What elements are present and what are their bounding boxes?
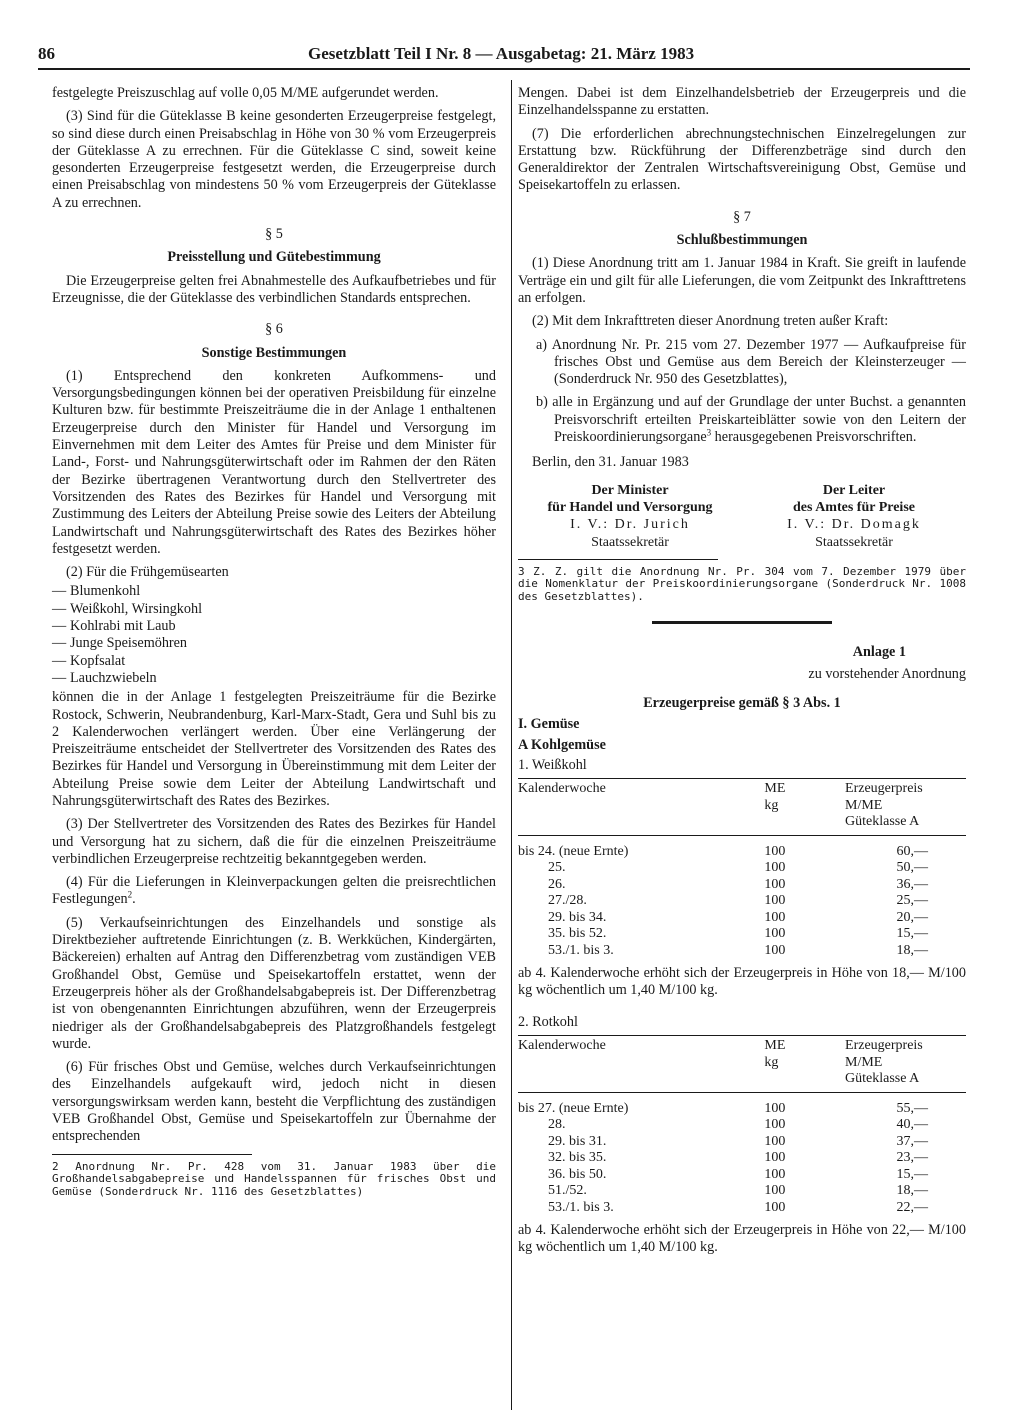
cell: bis 27. (neue Ernte) xyxy=(518,1100,629,1116)
column-header: Kalenderwoche xyxy=(518,1036,764,1093)
signature-title: Der Minister xyxy=(591,482,669,498)
table-row xyxy=(518,1134,966,1151)
signatures xyxy=(518,482,966,551)
left-column xyxy=(52,85,496,1204)
table-row xyxy=(518,844,966,861)
footnote: 2 Anordnung Nr. Pr. 428 vom 31. Januar 1983 über die Großhandelsabgabepreise und Handelsspannen für frisches Obst und Gemüse (Sonderdruck Nr. 1116 des Gesetzblattes) xyxy=(52,1159,496,1198)
cell: 18,— xyxy=(896,1183,928,1198)
table-note: ab 4. Kalenderwoche erhöht sich der Erzeugerpreis in Höhe von 22,— M/100 kg wöchentlich um 1,40 M/100 kg. xyxy=(518,1222,966,1256)
cell: 100 xyxy=(764,876,786,892)
signatory-role: Staatssekretär xyxy=(591,534,669,550)
table-row xyxy=(518,943,966,960)
paragraph: können die in der Anlage 1 festgelegten Preiszeiträume für die Bezirke Rostock, Schwerin, Neubrandenburg, Karl-Marx-Stadt, Gera und Suhl bis zu 2 Kalenderwochen verlängert werden. Über eine Verlängerung der Preiszeiträume entscheidet der Stellvertreter des Vorsitzenden des Rates des Bezirkes für Handel und Versorgung in Übereinstimmung mit dem Leiter der Abteilung Preise sowie dem Leiter der Abteilung Landwirtschaft und Nahrungsgüterwirtschaft des Rates des Bezirkes. xyxy=(52,689,496,809)
section-title: Sonstige Bestimmungen xyxy=(201,344,347,361)
section-title: Schlußbestimmungen xyxy=(676,232,808,249)
cell: 25. xyxy=(548,860,566,876)
cell: 100 xyxy=(764,1117,786,1132)
text: b) alle in Ergänzung und auf der Grundlage der unter Buchst. a genannten Preisvorschrift erteilten Preiskarteiblätter sowie von den Leitern der Preiskoordinierungsorgane xyxy=(536,394,966,446)
footnote-rule xyxy=(518,559,718,560)
cell: 35. bis 52. xyxy=(548,926,607,942)
paragraph: Die Erzeugerpreise gelten frei Abnahmestelle des Aufkaufbetriebes und für Erzeugnisse, die der Güteklasse des verbindlichen Standards entsprechen. xyxy=(52,272,496,306)
paragraph xyxy=(52,874,496,909)
annex-subtitle: zu vorstehender Anordnung xyxy=(808,665,966,682)
cell: 50,— xyxy=(896,860,928,876)
section-divider xyxy=(652,621,832,624)
paragraph: Mengen. Dabei ist dem Einzelhandelsbetrieb der Erzeugerpreis und die Einzelhandelsspanne zu erstatten. xyxy=(518,85,966,119)
cell: 53./1. bis 3. xyxy=(548,1199,614,1215)
gazette-title: Gesetzblatt Teil I Nr. 8 — Ausgabetag: 21. März 1983 xyxy=(308,44,695,63)
table-row xyxy=(518,1200,966,1217)
column-header xyxy=(764,1036,845,1093)
cell: 100 xyxy=(764,909,786,925)
cell: 27./28. xyxy=(548,893,587,909)
list-item: — Kohlrabi mit Laub xyxy=(52,618,496,635)
paragraph: festgelegte Preiszuschlag auf volle 0,05 M/ME aufgerundet werden. xyxy=(52,85,439,101)
price-list-title: Erzeugerpreise gemäß § 3 Abs. 1 xyxy=(643,694,841,711)
cell: 22,— xyxy=(896,1199,928,1215)
cell: 100 xyxy=(764,1166,786,1182)
signature-price-office xyxy=(742,482,966,551)
product-heading: 1. Weißkohl xyxy=(518,756,587,773)
cell: 60,— xyxy=(896,843,928,859)
header-line: ME xyxy=(764,781,786,797)
cell: 37,— xyxy=(896,1133,928,1149)
header-line: kg xyxy=(764,797,779,813)
section-number: § 7 xyxy=(733,208,751,225)
table-row xyxy=(518,1183,966,1200)
signature-minister xyxy=(518,482,742,551)
header-line: Güteklasse A xyxy=(845,1071,920,1086)
list-item: — Kopfsalat xyxy=(52,653,496,670)
cell: 29. bis 34. xyxy=(548,909,607,925)
table-header-row xyxy=(518,779,966,836)
cell: 100 xyxy=(764,942,786,958)
repeal-item-a: a) Anordnung Nr. Pr. 215 vom 27. Dezember 1977 — Aufkaufpreise für frisches Obst und Gemüse aus dem Bereich der Kleinsterzeuger — (Sonderdruck Nr. 950 des Gesetzblattes), xyxy=(536,336,966,388)
header-line: Erzeugerpreis xyxy=(845,1038,923,1053)
product-heading: 2. Rotkohl xyxy=(518,1013,578,1030)
section-title: Preisstellung und Gütebestimmung xyxy=(167,249,381,266)
column-header xyxy=(845,1036,966,1093)
table-row xyxy=(518,1117,966,1134)
cell: 100 xyxy=(764,893,786,909)
paragraph: (3) Der Stellvertreter des Vorsitzenden des Rates des Bezirkes für Handel und Versorgung hat zu sichern, daß die für die einzelnen Preiszeiträume verbindlichen Erzeugerpreise rechtzeitig bekanntgegeben werden. xyxy=(52,816,496,867)
cell: 29. bis 31. xyxy=(548,1133,607,1149)
header-line: M/ME xyxy=(845,1054,883,1070)
header-line: M/ME xyxy=(845,797,883,813)
column-header xyxy=(764,779,845,836)
page-number: 86 xyxy=(38,44,55,63)
cell: 100 xyxy=(764,1100,786,1116)
cell: 18,— xyxy=(896,942,928,958)
cell: 100 xyxy=(764,1150,786,1165)
vegetable-list xyxy=(52,583,496,687)
cell: 15,— xyxy=(896,926,928,942)
column-header: Kalenderwoche xyxy=(518,779,764,836)
header-line: ME xyxy=(764,1038,786,1053)
price-table-weisskohl xyxy=(518,778,966,959)
cell: bis 24. (neue Ernte) xyxy=(518,843,629,859)
section-number: § 5 xyxy=(265,226,283,243)
list-item: — Junge Speisemöhren xyxy=(52,635,496,652)
paragraph: (6) Für frisches Obst und Gemüse, welches durch Verkaufseinrichtungen des Einzelhandels aufgekauft wird, jedoch nicht in diesen versorgungswirksam werden kann, besteht die Verpflichtung des zuständigen VEB Großhandel Obst, Gemüse und Speisekartoffeln zur Übernahme der entsprechenden xyxy=(52,1059,496,1145)
cell: 100 xyxy=(764,1183,786,1198)
column-divider xyxy=(511,80,512,1410)
repeal-item-b xyxy=(518,394,966,446)
cell: 36,— xyxy=(896,876,928,892)
header-line: Güteklasse A xyxy=(845,814,920,830)
table-row xyxy=(518,1167,966,1184)
cell: 100 xyxy=(764,843,786,859)
list-item: — Lauchzwiebeln xyxy=(52,670,496,687)
paragraph: (1) Entsprechend den konkreten Aufkommens- und Versorgungsbedingungen können bei der operativen Preisbildung für einzelne Kulturen bzw. für bestimmte Preiszeiträume die in der Anlage 1 enthaltenen Erzeugerpreise durch den Minister für Handel und Versorgung im Einvernehmen mit dem Leiter des Amtes für Preise und dem Minister für Land-, Forst- und Nahrungsgüterwirtschaft oder im Rahmen der den Räten der Bezirke übertragenen Verantwortung durch den Stellvertreter des Vorsitzenden des Rates des Bezirkes für Handel und Versorgung mit Zustimmung des Leiters der Abteilung Preise sowie des Leiters der Abteilung Landwirtschaft und Nahrungsgüterwirtschaft des Rates des Bezirkes höher festgesetzt werden. xyxy=(52,367,496,557)
table-row xyxy=(518,910,966,927)
cell: 23,— xyxy=(896,1150,928,1165)
table-row xyxy=(518,926,966,943)
price-table-rotkohl xyxy=(518,1035,966,1216)
header-line: kg xyxy=(764,1054,779,1070)
cell: 28. xyxy=(548,1117,566,1132)
table-note: ab 4. Kalenderwoche erhöht sich der Erzeugerpreis in Höhe von 18,— M/100 kg wöchentlich um 1,40 M/100 kg. xyxy=(518,965,966,999)
signatory: I. V.: Dr. Jurich xyxy=(570,517,690,533)
table-row xyxy=(518,1101,966,1118)
cell: 32. bis 35. xyxy=(548,1150,607,1165)
list-item: — Weißkohl, Wirsingkohl xyxy=(52,601,496,618)
category-heading: I. Gemüse xyxy=(518,716,580,733)
right-column xyxy=(518,85,966,1263)
cell: 51./52. xyxy=(548,1183,587,1198)
text: herausgegebenen Preisvorschriften. xyxy=(711,429,917,446)
cell: 26. xyxy=(548,876,566,892)
cell: 36. bis 50. xyxy=(548,1166,607,1182)
table-row xyxy=(518,1150,966,1167)
subcategory-heading: A Kohlgemüse xyxy=(518,736,606,753)
cell: 100 xyxy=(764,1199,786,1215)
list-item: — Blumenkohl xyxy=(52,583,496,600)
place-date: Berlin, den 31. Januar 1983 xyxy=(532,454,689,471)
paragraph: (2) Mit dem Inkrafttreten dieser Anordnung treten außer Kraft: xyxy=(532,313,889,330)
cell: 25,— xyxy=(896,893,928,909)
footnote-ref: 3 xyxy=(706,427,712,438)
paragraph: (2) Für die Frühgemüsearten xyxy=(66,564,229,581)
cell: 100 xyxy=(764,860,786,876)
table-row xyxy=(518,860,966,877)
text: . xyxy=(132,891,136,908)
signature-title: des Amtes für Preise xyxy=(793,499,915,515)
paragraph: (3) Sind für die Güteklasse B keine gesonderten Erzeugerpreise festgelegt, so sind diese durch einen Preisabschlag in Höhe von 30 % vom Erzeugerpreis der Güteklasse A zu errechnen. Für die Güteklasse C sind, soweit keine gesonderten Erzeugerpreise festgesetzt werden, die Erzeugerpreise durch einen Preisabschlag von mindestens 50 % vom Erzeugerpreis der Güteklasse A zu errechnen. xyxy=(52,108,496,211)
column-header xyxy=(845,779,966,836)
paragraph: (5) Verkaufseinrichtungen des Einzelhandels und sonstige als Direktbezieher auftretende Einrichtungen (z. B. Werkküchen, Kindergärten, Bäckereien) erhalten auf Antrag den Differenzbetrag vom zuständigen VEB Großhandel Obst, Gemüse und Speisekartoffeln erstattet, wenn der Erzeugerpreis höher als der Großhandelsabgabepreis ist. Der Differenzbetrag ist von obengenannten Einrichtungen abzuführen, wenn der Erzeugerpreis niedriger als der Großhandelsabgabepreis des Platzgroßhandels festgelegt wurde. xyxy=(52,914,496,1052)
signature-title: Der Leiter xyxy=(822,482,886,498)
paragraph: (7) Die erforderlichen abrechnungstechnischen Einzelregelungen zur Erstattung bzw. Rückführung der Differenzbeträge sind durch den Generaldirektor der Zentralen Wirtschaftsvereinigung Obst, Gemüse und Speisekartoffeln zu erlassen. xyxy=(518,125,966,194)
signatory-role: Staatssekretär xyxy=(815,534,893,550)
paragraph: (1) Diese Anordnung tritt am 1. Januar 1984 in Kraft. Sie greift in laufende Verträge ein und gilt für alle Lieferungen, die vom Zeitpunkt des Inkrafttretens an erfolgen. xyxy=(518,255,966,306)
table-header-row xyxy=(518,1036,966,1093)
footnote: 3 Z. Z. gilt die Anordnung Nr. Pr. 304 vom 7. Dezember 1979 über die Nomenklatur der Preiskoordinierungsorgane (Sonderdruck Nr. 1008 des Gesetzblattes). xyxy=(518,564,966,603)
annex-title: Anlage 1 xyxy=(852,644,906,661)
cell: 100 xyxy=(764,1133,786,1149)
signature-title: für Handel und Versorgung xyxy=(547,499,713,515)
cell: 100 xyxy=(764,926,786,942)
cell: 20,— xyxy=(896,909,928,925)
footnote-rule xyxy=(52,1154,252,1155)
text: (4) Für die Lieferungen in Kleinverpackungen gelten die preisrechtlichen Festlegungen xyxy=(52,874,496,908)
cell: 15,— xyxy=(896,1166,928,1182)
signatory: I. V.: Dr. Domagk xyxy=(787,517,921,533)
header-rule xyxy=(38,68,970,70)
header-line: Erzeugerpreis xyxy=(845,781,923,797)
table-row xyxy=(518,893,966,910)
cell: 55,— xyxy=(896,1100,928,1116)
footnote-ref: 2 xyxy=(127,889,133,900)
table-row xyxy=(518,877,966,894)
cell: 53./1. bis 3. xyxy=(548,942,614,958)
cell: 40,— xyxy=(896,1117,928,1132)
section-number: § 6 xyxy=(265,321,283,338)
